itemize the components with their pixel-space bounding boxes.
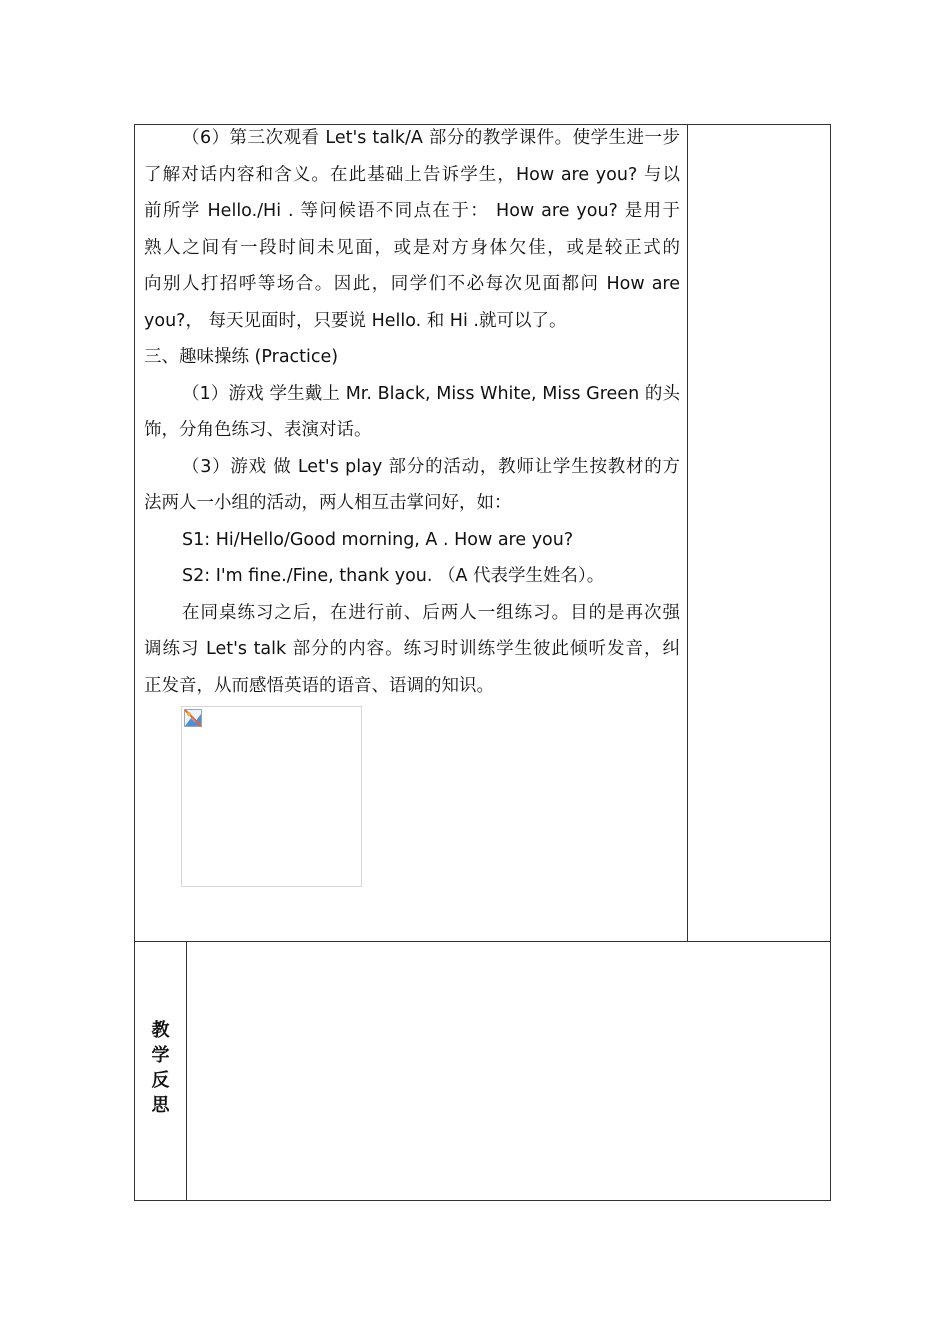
paragraph-line: 正发音，从而感悟英语的语音、语调的知识。: [144, 675, 494, 696]
paragraph-line: 熟人之间有一段时间未见面，或是对方身体欠佳，或是较正式的: [144, 237, 680, 258]
paragraph-line: 前所学 Hello./Hi . 等问候语不同点在于： How are you? 是用于: [144, 201, 680, 221]
section-heading: 三、趣味操练 (Practice): [144, 347, 339, 367]
paragraph-line: （3）游戏 做 Let's play 部分的活动，教师让学生按教材的方: [182, 456, 680, 477]
paragraph-line: 饰，分角色练习、表演对话。: [144, 420, 372, 440]
dialogue-line: S2: I'm fine./Fine, thank you. （A 代表学生姓名）。: [182, 566, 605, 586]
table-column-divider-lower: [186, 941, 187, 1201]
paragraph-line: 了解对话内容和含义。在此基础上告诉学生，How are you? 与以: [144, 164, 680, 185]
paragraph-line: 调练习 Let's talk 部分的内容。练习时训练学生彼此倾听发音，纠: [144, 639, 680, 659]
reflection-label-char: 教: [151, 1020, 170, 1041]
table-row-divider: [134, 941, 831, 942]
reflection-label: [135, 1018, 186, 1118]
paragraph-line: 法两人一小组的活动，两人相互击掌问好，如：: [144, 493, 512, 513]
reflection-label-char: 思: [151, 1095, 170, 1116]
reflection-label-char: 反: [151, 1070, 170, 1091]
broken-image-icon: [184, 709, 202, 727]
paragraph-line: 向别人打招呼等场合。因此，同学们不必每次见面都问 How are: [144, 274, 680, 294]
dialogue-line: S1: Hi/Hello/Good morning, A . How are you?: [182, 529, 574, 550]
table-column-divider-upper: [687, 124, 688, 942]
image-placeholder: [181, 706, 362, 887]
lesson-content: [144, 120, 680, 704]
reflection-label-char: 学: [151, 1045, 170, 1066]
paragraph-line: 在同桌练习之后，在进行前、后两人一组练习。目的是再次强: [182, 602, 680, 623]
reflection-content-area[interactable]: [188, 943, 829, 1199]
paragraph-line: you?， 每天见面时，只要说 Hello. 和 Hi .就可以了。: [144, 310, 567, 331]
paragraph-line: （1）游戏 学生戴上 Mr. Black, Miss White, Miss Green 的头: [182, 383, 680, 404]
paragraph-line: （6）第三次观看 Let's talk/A 部分的教学课件。使学生进一步: [182, 128, 680, 148]
